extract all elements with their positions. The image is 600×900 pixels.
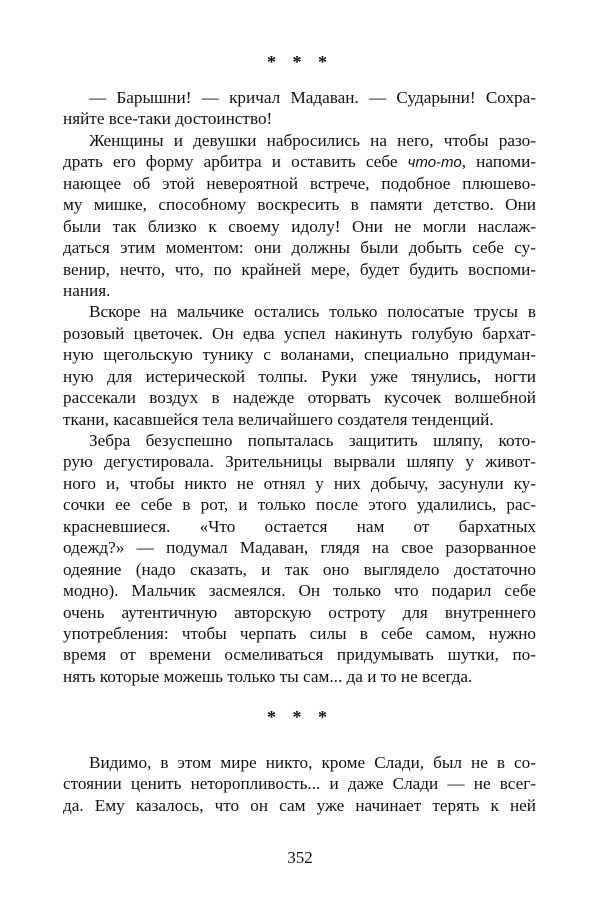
- text-line: Вскоре на мальчике остались только полосатые трусы в: [89, 302, 536, 322]
- text-line: ного и, чтобы никто не отнял у них добычу, засунули ку-: [63, 473, 536, 493]
- text-line: няйте все-таки достоинство!: [63, 109, 273, 129]
- text-line: употребления: чтобы черпать силы в себе самом, нужно: [63, 623, 536, 643]
- italic-emphasis: что-то: [407, 154, 462, 172]
- text-line: нять которые можешь только ты сам... да и то не всегда.: [63, 666, 473, 686]
- text-line: ную для истерической толпы. Руки уже тянулись, ногти: [63, 366, 536, 386]
- text-line: нания.: [63, 280, 111, 300]
- text-line: ткани, касавшейся тела величайшего создателя тенденций.: [63, 409, 494, 429]
- text-line: модно). Мальчик засмеялся. Он только что подарил себе: [63, 581, 536, 601]
- section-separator-top: * * *: [267, 52, 333, 72]
- text-line: Женщины и девушки набросились на него, чтобы разо-: [89, 130, 536, 150]
- text-line: красневшиеся. «Что остается нам от бархатных: [63, 516, 536, 536]
- text-line: ную щегольскую тунику с воланами, специально придуман-: [63, 345, 536, 365]
- text-line: Зебра безуспешно попыталась защитить шляпу, кото-: [89, 431, 536, 450]
- section-1-text: [63, 87, 536, 687]
- section-separator-middle: * * *: [267, 707, 333, 727]
- text-line: венир, нечто, что, по крайней мере, будет будить воспоми-: [63, 259, 536, 279]
- text-line: стоянии ценить неторопливость... и даже Слади — не всег-: [63, 774, 536, 794]
- text-line: Видимо, в этом мире никто, кроме Слади, был не в со-: [89, 753, 536, 772]
- text-line: одежд?» — подумал Мадаван, глядя на свое разорванное: [63, 538, 536, 558]
- text-line: даться этим моментом: они должны были добыть себе су-: [63, 238, 536, 258]
- page-number: 352: [287, 848, 313, 867]
- text-line: да. Ему казалось, что он сам уже начинает терять к ней: [63, 795, 536, 815]
- text-line: одеяние (надо сказать, и так оно выглядело достаточно: [63, 559, 536, 579]
- text-line: драть его форму арбитра и оставить себе что-то, напоми-: [63, 152, 536, 172]
- text-line: рую дегустировала. Зрительницы вырвали шляпу у живот-: [63, 452, 536, 472]
- text-line: были так близко к своему идолу! Они не могли наслаж-: [63, 216, 536, 236]
- text-line: нающее об этой невероятной встрече, подобное плюшево-: [63, 173, 536, 193]
- text-line: время от времени осмеливаться придумывать шутки, по-: [63, 645, 536, 665]
- text-line: сочки ее себе в рот, и только после этого удалились, рас-: [63, 495, 536, 515]
- text-line: очень аутентичную авторскую остроту для внутреннего: [63, 602, 536, 622]
- text-line: му мишке, способному воскресить в памяти детство. Они: [63, 195, 536, 215]
- text-line: розовый цветочек. Он едва успел накинуть голубую бархат-: [63, 323, 536, 343]
- section-2-text: [63, 752, 536, 816]
- text-line: рассекали воздух в надежде оторвать кусочек волшебной: [63, 388, 536, 408]
- text-line: — Барышни! — кричал Мадаван. — Сударыни! Сохра-: [89, 88, 536, 107]
